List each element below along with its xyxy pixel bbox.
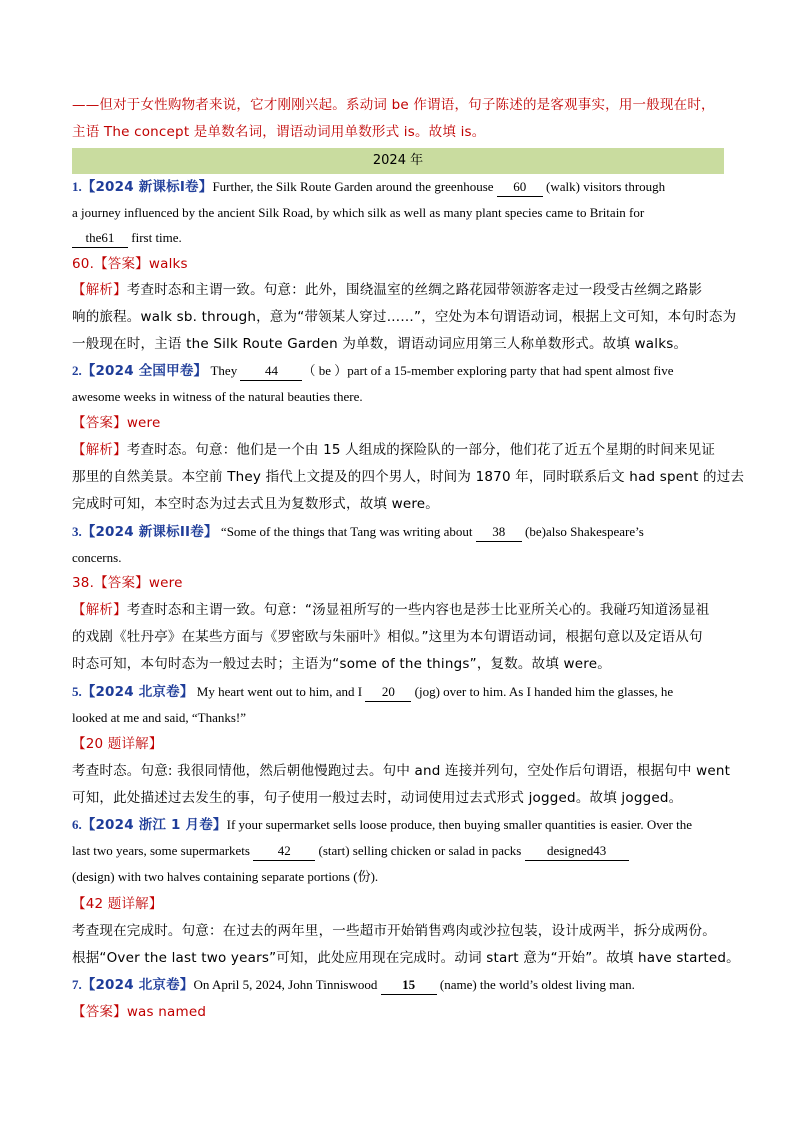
answer-value: was named — [126, 1004, 207, 1020]
analysis-label: 【解析】 — [72, 602, 127, 618]
question-1-line-1 — [72, 178, 724, 197]
question-source: 【2024 浙江 1 月卷】 — [81, 817, 227, 833]
question-text: (be)also Shakespeare’s — [521, 524, 644, 539]
question-5-analysis-line-1: 考查时态。句意: 我很同情他，然后朝他慢跑过去。句中 and 连接并列句，空处作后句谓语，根据句中 went — [72, 763, 731, 779]
analysis-label: 【解析】 — [72, 442, 127, 458]
intro-line-1: ——但对于女性购物者来说，它才刚刚兴起。系动词 be 作谓语，句子陈述的是客观事实，用一般现在时， — [72, 97, 715, 113]
question-2-answer — [72, 414, 724, 432]
question-text: (start) selling chicken or salad in packs — [315, 843, 525, 858]
question-1-line-3 — [72, 229, 724, 248]
question-2-line-1 — [72, 362, 724, 381]
question-1-answer: 60.【答案】walks — [72, 256, 188, 272]
question-3-analysis-line-2: 的戏剧《牡丹亭》在某些方面与《罗密欧与朱丽叶》相似。”这里为本句谓语动词，根据句意以及定语从句 — [72, 629, 703, 645]
question-5-detail-header: 【20 题详解】 — [72, 736, 163, 752]
question-3-line-2: concerns. — [72, 550, 122, 565]
intro-line-2: 主语 The concept 是单数名词，谓语动词用单数形式 is。故填 is。 — [72, 124, 486, 140]
question-source: 【2024 全国甲卷】 — [81, 363, 208, 379]
question-1-analysis-line-1 — [72, 281, 724, 299]
analysis-text: 考查时态和主谓一致。句意：此外，围绕温室的丝绸之路花园带领游客走过一段受古丝绸之路影 — [126, 282, 703, 298]
question-number: 3. — [72, 524, 82, 539]
analysis-text: 考查时态。句意：他们是一个由 15 人组成的探险队的一部分，他们花了近五个星期的时间来见证 — [126, 442, 716, 458]
question-text: On April 5, 2024, John Tinniswood — [193, 977, 381, 992]
question-5-line-2: looked at me and said, “Thanks!” — [72, 710, 246, 725]
question-6-line-2 — [72, 842, 724, 861]
question-text: “Some of the things that Tang was writing about — [217, 524, 476, 539]
question-text: They — [207, 363, 241, 378]
answer-label: 【答案】 — [72, 415, 127, 431]
question-source: 【2024 北京卷】 — [81, 977, 194, 993]
question-text: Further, the Silk Route Garden around the greenhouse — [212, 179, 497, 194]
question-text: My heart went out to him, and I — [193, 684, 366, 699]
question-number: 5. — [72, 684, 82, 699]
question-source: 【2024 新课标ⅠⅠ卷】 — [81, 524, 218, 540]
question-text: (walk) visitors through — [542, 179, 666, 194]
question-6-detail-header: 【42 题详解】 — [72, 896, 163, 912]
question-text: （ be ）part of a 15-member exploring party that had spent almost five — [302, 363, 674, 378]
answer-blank: 42 — [253, 842, 315, 861]
question-1-analysis-line-3: 一般现在时，主语 the Silk Route Garden 为单数，谓语动词应用第三人称单数形式。故填 walks。 — [72, 336, 688, 352]
analysis-label: 【解析】 — [72, 282, 127, 298]
question-number: 7. — [72, 977, 82, 992]
question-text: last two years, some supermarkets — [72, 843, 254, 858]
question-2-analysis-line-3: 完成时可知，本空时态为过去式且为复数形式，故填 were。 — [72, 496, 439, 512]
question-text: (jog) over to him. As I handed him the glasses, he — [411, 684, 674, 699]
answer-blank: 44 — [240, 362, 302, 381]
question-source: 【2024 北京卷】 — [81, 684, 194, 700]
answer-blank: designed43 — [525, 842, 629, 861]
answer-value: were — [126, 415, 161, 431]
question-6-analysis-line-2: 根据“Over the last two years”可知，此处应用现在完成时。动词 start 意为“开始”。故填 have started。 — [72, 950, 740, 966]
question-5-line-1 — [72, 683, 724, 702]
question-1-line-2: a journey influenced by the ancient Silk Road, by which silk as well as many plant species came to Britain for — [72, 205, 645, 220]
question-6-analysis-line-1: 考查现在完成时。句意：在过去的两年里，一些超市开始销售鸡肉或沙拉包装，设计成两半，拆分成两份。 — [72, 923, 716, 939]
answer-blank: the61 — [72, 229, 128, 248]
question-3-line-1 — [72, 523, 724, 542]
question-7-answer — [72, 1003, 724, 1021]
answer-label: 【答案】 — [72, 1004, 127, 1020]
question-3-analysis-line-3: 时态可知，本句时态为一般过去时；主语为“some of the things”，复数。故填 were。 — [72, 656, 611, 672]
question-2-line-2: awesome weeks in witness of the natural beauties there. — [72, 389, 363, 404]
question-3-answer: 38.【答案】were — [72, 575, 183, 591]
question-6-line-1 — [72, 816, 724, 834]
question-3-analysis-line-1 — [72, 601, 724, 619]
question-text: first time. — [128, 230, 182, 245]
answer-blank: 15 — [381, 976, 437, 995]
question-7-line-1 — [72, 976, 724, 995]
question-2-analysis-line-2: 那里的自然美景。本空前 They 指代上文提及的四个男人，时间为 1870 年，同时联系后文 had spent 的过去 — [72, 469, 745, 485]
question-number: 1. — [72, 179, 82, 194]
question-6-line-3: (design) with two halves containing separate portions (份). — [72, 869, 379, 884]
question-5-analysis-line-2: 可知，此处描述过去发生的事，句子使用一般过去时，动词使用过去式形式 jogged。故填 jogged。 — [72, 790, 683, 806]
analysis-text: 考查时态和主谓一致。句意：“汤显祖所写的一些内容也是莎士比亚所关心的。我碰巧知道汤显祖 — [126, 602, 710, 618]
question-text: (name) the world’s oldest living man. — [436, 977, 635, 992]
year-section-header: 2024 年 — [72, 148, 724, 174]
question-text: If your supermarket sells loose produce, then buying smaller quantities is easier. Over the — [226, 817, 692, 832]
question-1-analysis-line-2: 响的旅程。walk sb. through，意为“带领某人穿过……”，空处为本句谓语动词，根据上文可知，本句时态为 — [72, 309, 737, 325]
question-2-analysis-line-1 — [72, 441, 724, 459]
question-number: 6. — [72, 817, 82, 832]
question-number: 2. — [72, 363, 82, 378]
answer-blank: 60 — [497, 178, 543, 197]
answer-blank: 38 — [476, 523, 522, 542]
question-source: 【2024 新课标Ⅰ卷】 — [81, 179, 213, 195]
answer-blank: 20 — [365, 683, 411, 702]
